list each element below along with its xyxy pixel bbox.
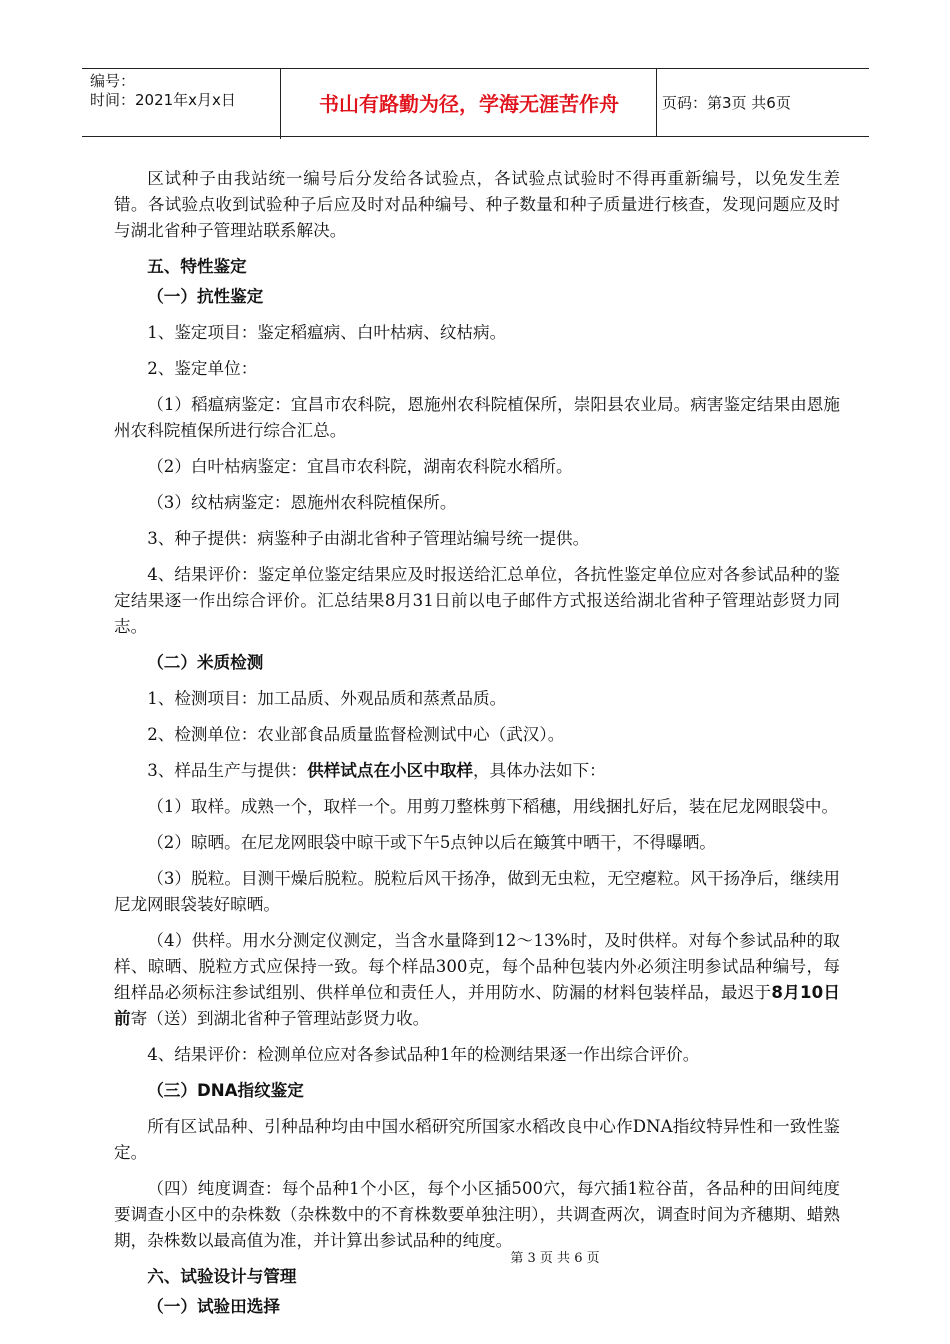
text-run: （4）供样。用水分测定仪测定，当含水量降到12～13%时，及时供样。对每个参试品种的取样、晾晒、脱粒方式应保持一致。每个样品300克，每个品种包装内外必须注明参试品种编号，每组样品必须标注参试组别、供样单位和责任人，并用防水、防漏的材料包装样品，最迟于 — [114, 931, 840, 1002]
paragraph: （3）脱粒。目测干燥后脱粒。脱粒后风干扬净，做到无虫粒，无空瘪粒。风干扬净后，继续用尼龙网眼袋装好晾晒。 — [114, 869, 840, 914]
paragraph: 区试种子由我站统一编号后分发给各试验点，各试验点试验时不得再重新编号，以免发生差错。各试验点收到试验种子后应及时对品种编号、种子数量和种子质量进行核查，发现问题应及时与湖北省种子管理站联系解决。 — [114, 169, 840, 240]
bold-run: 供样试点在小区中取样 — [307, 761, 474, 780]
paragraph: 1、检测项目：加工品质、外观品质和蒸煮品质。 — [147, 689, 507, 708]
motto: 书山有路勤为径，学海无涯苦作舟 — [282, 69, 657, 136]
time-label: 时间：2021年x月x日 — [90, 91, 236, 109]
paragraph: （1）稻瘟病鉴定：宜昌市农科院，恩施州农科院植保所，崇阳县农业局。病害鉴定结果由恩施州农科院植保所进行综合汇总。 — [114, 395, 840, 440]
paragraph — [114, 928, 840, 1032]
subsection-heading: （一）抗性鉴定 — [147, 287, 264, 306]
text-run: ，具体办法如下： — [473, 761, 606, 780]
paragraph: 4、结果评价：鉴定单位鉴定结果应及时报送给汇总单位，各抗性鉴定单位应对各参试品种的鉴定结果逐一作出综合评价。汇总结果8月31日前以电子邮件方式报送给湖北省种子管理站彭贤力同志。 — [114, 565, 840, 636]
document-body — [114, 166, 840, 1330]
paragraph — [114, 758, 840, 784]
page-footer — [0, 1247, 950, 1266]
header-left-cell — [82, 69, 281, 139]
footer-page-number: 第 3 页 共 6 页 — [510, 1251, 600, 1266]
bold-run: 8月10日前 — [114, 983, 841, 1028]
paragraph: 2、检测单位：农业部食品质量监督检测试中心（武汉）。 — [147, 725, 565, 744]
text-run: 3、样品生产与提供： — [147, 761, 308, 780]
paragraph: 2、鉴定单位： — [147, 359, 258, 378]
subsection-heading: （二）米质检测 — [147, 653, 264, 672]
header-table — [82, 68, 869, 137]
paragraph: 4、结果评价：检测单位应对各参试品种1年的检测结果逐一作出综合评价。 — [147, 1045, 700, 1064]
page-info: 页码：第3页 共6页 — [662, 94, 791, 112]
paragraph: 3、种子提供：病鉴种子由湖北省种子管理站编号统一提供。 — [147, 529, 590, 548]
text-run: 寄（送）到湖北省种子管理站彭贤力收。 — [130, 1009, 430, 1028]
paragraph: 所有区试品种、引种品种均由中国水稻研究所国家水稻改良中心作DNA指纹特异性和一致性鉴定。 — [114, 1117, 840, 1162]
code-label: 编号： — [90, 72, 136, 90]
section-heading: 五、特性鉴定 — [147, 257, 247, 276]
paragraph: （2）白叶枯病鉴定：宜昌市农科院，湖南农科院水稻所。 — [147, 457, 573, 476]
paragraph: （1）取样。成熟一个，取样一个。用剪刀整株剪下稻穗，用线捆扎好后，装在尼龙网眼袋中。 — [147, 797, 839, 816]
paragraph: （四）纯度调查：每个品种1个小区，每个小区插500穴，每穴插1粒谷苗，各品种的田间纯度要调查小区中的杂株数（杂株数中的不育株数要单独注明），共调查两次，调查时间为齐穗期、蜡熟期，杂株数以最高值为准，并计算出参试品种的纯度。 — [114, 1179, 840, 1250]
section-heading: 六、试验设计与管理 — [147, 1267, 297, 1286]
subsection-heading: （一）试验田选择 — [147, 1297, 280, 1316]
paragraph: 1、鉴定项目：鉴定稻瘟病、白叶枯病、纹枯病。 — [147, 323, 507, 342]
subsection-heading: （三）DNA指纹鉴定 — [147, 1081, 304, 1100]
paragraph: （3）纹枯病鉴定：恩施州农科院植保所。 — [147, 493, 457, 512]
paragraph: （2）晾晒。在尼龙网眼袋中晾干或下午5点钟以后在簸箕中晒干，不得曝晒。 — [147, 833, 716, 852]
